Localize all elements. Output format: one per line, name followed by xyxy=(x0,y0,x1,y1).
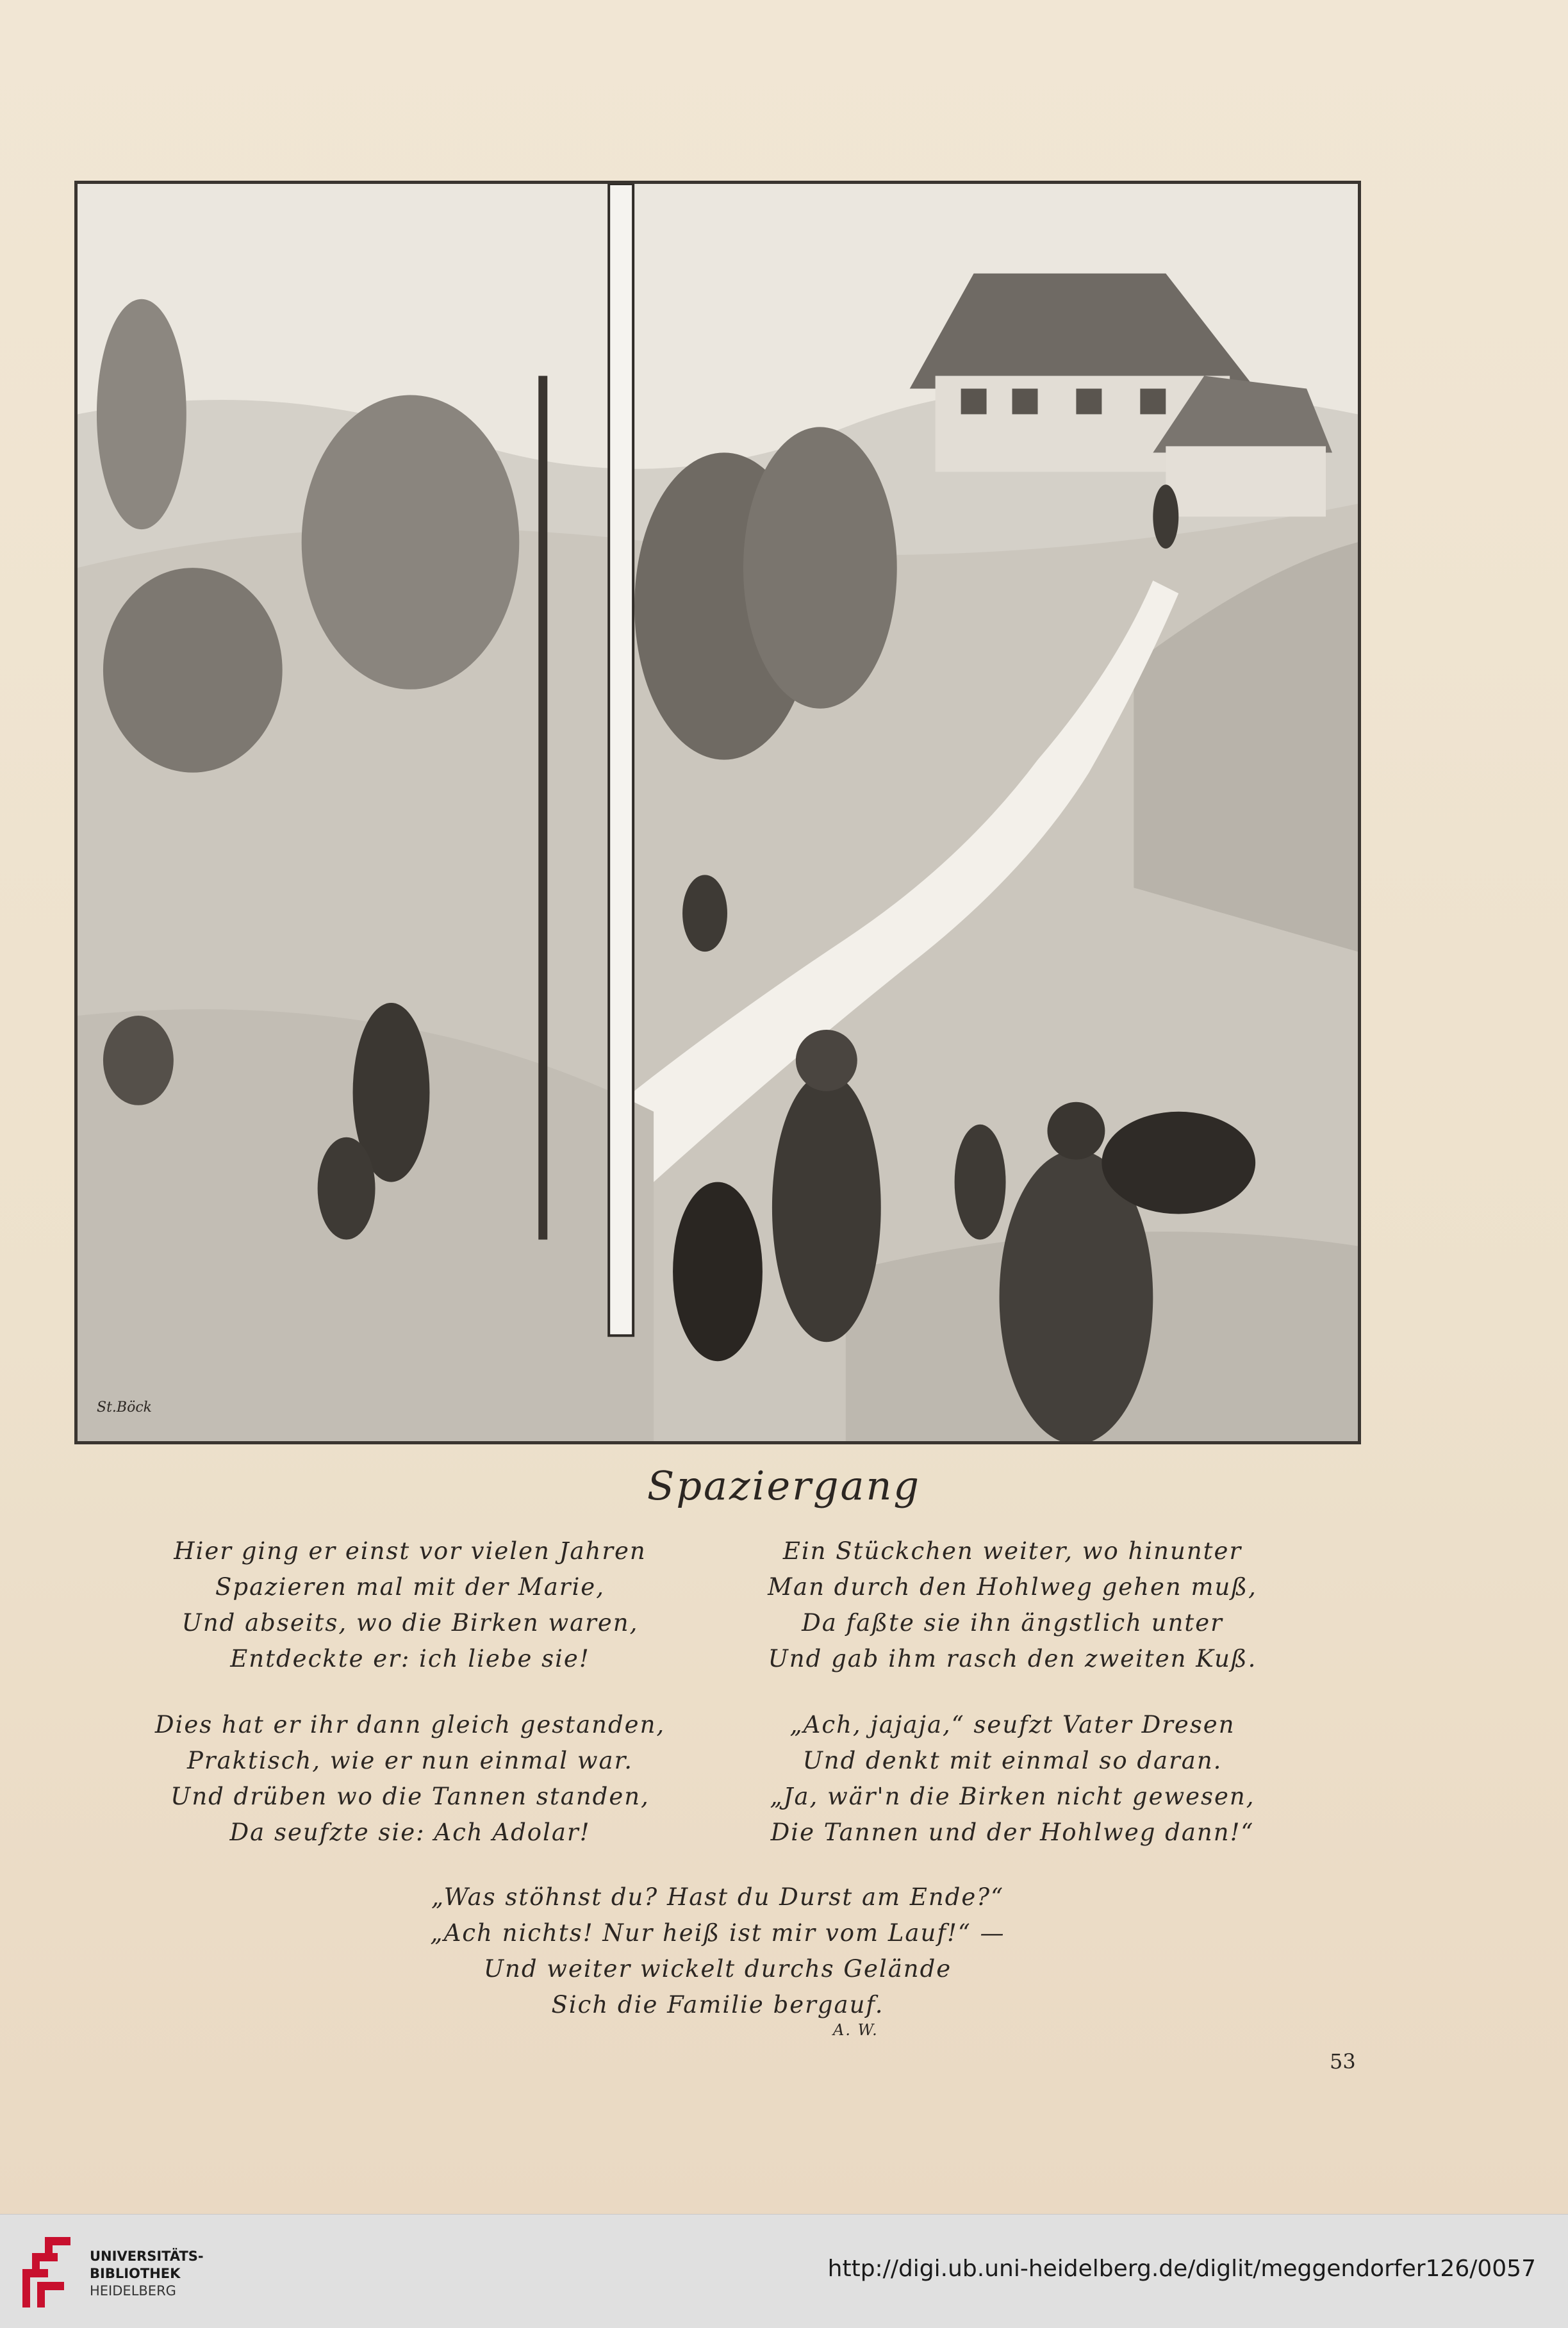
stanza-3 xyxy=(154,1707,666,1851)
verse-line: Man durch den Hohlweg gehen muß, xyxy=(768,1573,1257,1601)
verse-line: „Ja, wär'n die Birken nicht gewesen, xyxy=(770,1783,1255,1810)
library-name-line: HEIDELBERG xyxy=(90,2283,176,2299)
footer-bar xyxy=(0,2214,1568,2328)
illustration xyxy=(74,181,1361,1444)
verse-line: Dies hat er ihr dann gleich gestanden, xyxy=(154,1711,666,1738)
verse-line: „Ach nichts! Nur heiß ist mir vom Lauf!“ — xyxy=(430,1919,1005,1947)
stanza-1 xyxy=(154,1533,666,1677)
verse-line: Und denkt mit einmal so daran. xyxy=(802,1747,1223,1774)
verse-line: Da seufzte sie: Ach Adolar! xyxy=(229,1819,591,1846)
verse-line: Spazieren mal mit der Marie, xyxy=(215,1573,605,1601)
verse-line: Entdeckte er: ich liebe sie! xyxy=(230,1645,590,1672)
verse-line: Und drüben wo die Tannen standen, xyxy=(170,1783,650,1810)
verse-line: Ein Stückchen weiter, wo hinunter xyxy=(782,1537,1242,1565)
verse-line: Und abseits, wo die Birken waren, xyxy=(181,1609,639,1637)
stanza-4 xyxy=(756,1707,1269,1851)
verse-line: Sich die Familie bergauf. xyxy=(551,1991,884,2018)
permalink-url[interactable]: http://digi.ub.uni-heidelberg.de/diglit/meggendorfer126/0057 xyxy=(827,2256,1536,2282)
landscape-drawing xyxy=(78,184,1358,1441)
library-name[interactable] xyxy=(90,2248,204,2300)
stanza-2 xyxy=(756,1533,1269,1677)
author-initials: A. W. xyxy=(833,2021,879,2039)
verse-line: Und gab ihm rasch den zweiten Kuß. xyxy=(768,1645,1257,1672)
verse-line: „Was stöhnst du? Hast du Durst am Ende?“ xyxy=(431,1883,1005,1911)
library-name-line: BIBLIOTHEK xyxy=(90,2266,181,2281)
verse-line: Hier ging er einst vor vielen Jahren xyxy=(174,1537,647,1565)
verse-line: Und weiter wickelt durchs Gelände xyxy=(483,1955,952,1983)
library-logo-icon[interactable] xyxy=(19,2234,74,2311)
poem-title: Spaziergang xyxy=(647,1462,921,1509)
library-name-line: UNIVERSITÄTS- xyxy=(90,2249,204,2264)
artist-signature: St.Böck xyxy=(97,1399,152,1416)
verse-line: Praktisch, wie er nun einmal war. xyxy=(187,1747,633,1774)
verse-line: „Ach, jajaja,“ seufzt Vater Dresen xyxy=(789,1711,1235,1738)
page-number: 53 xyxy=(1330,2049,1356,2074)
stanza-5 xyxy=(333,1879,1102,2023)
verse-line: Da faßte sie ihn ängstlich unter xyxy=(802,1609,1223,1637)
verse-line: Die Tannen und der Hohlweg dann!“ xyxy=(770,1819,1255,1846)
